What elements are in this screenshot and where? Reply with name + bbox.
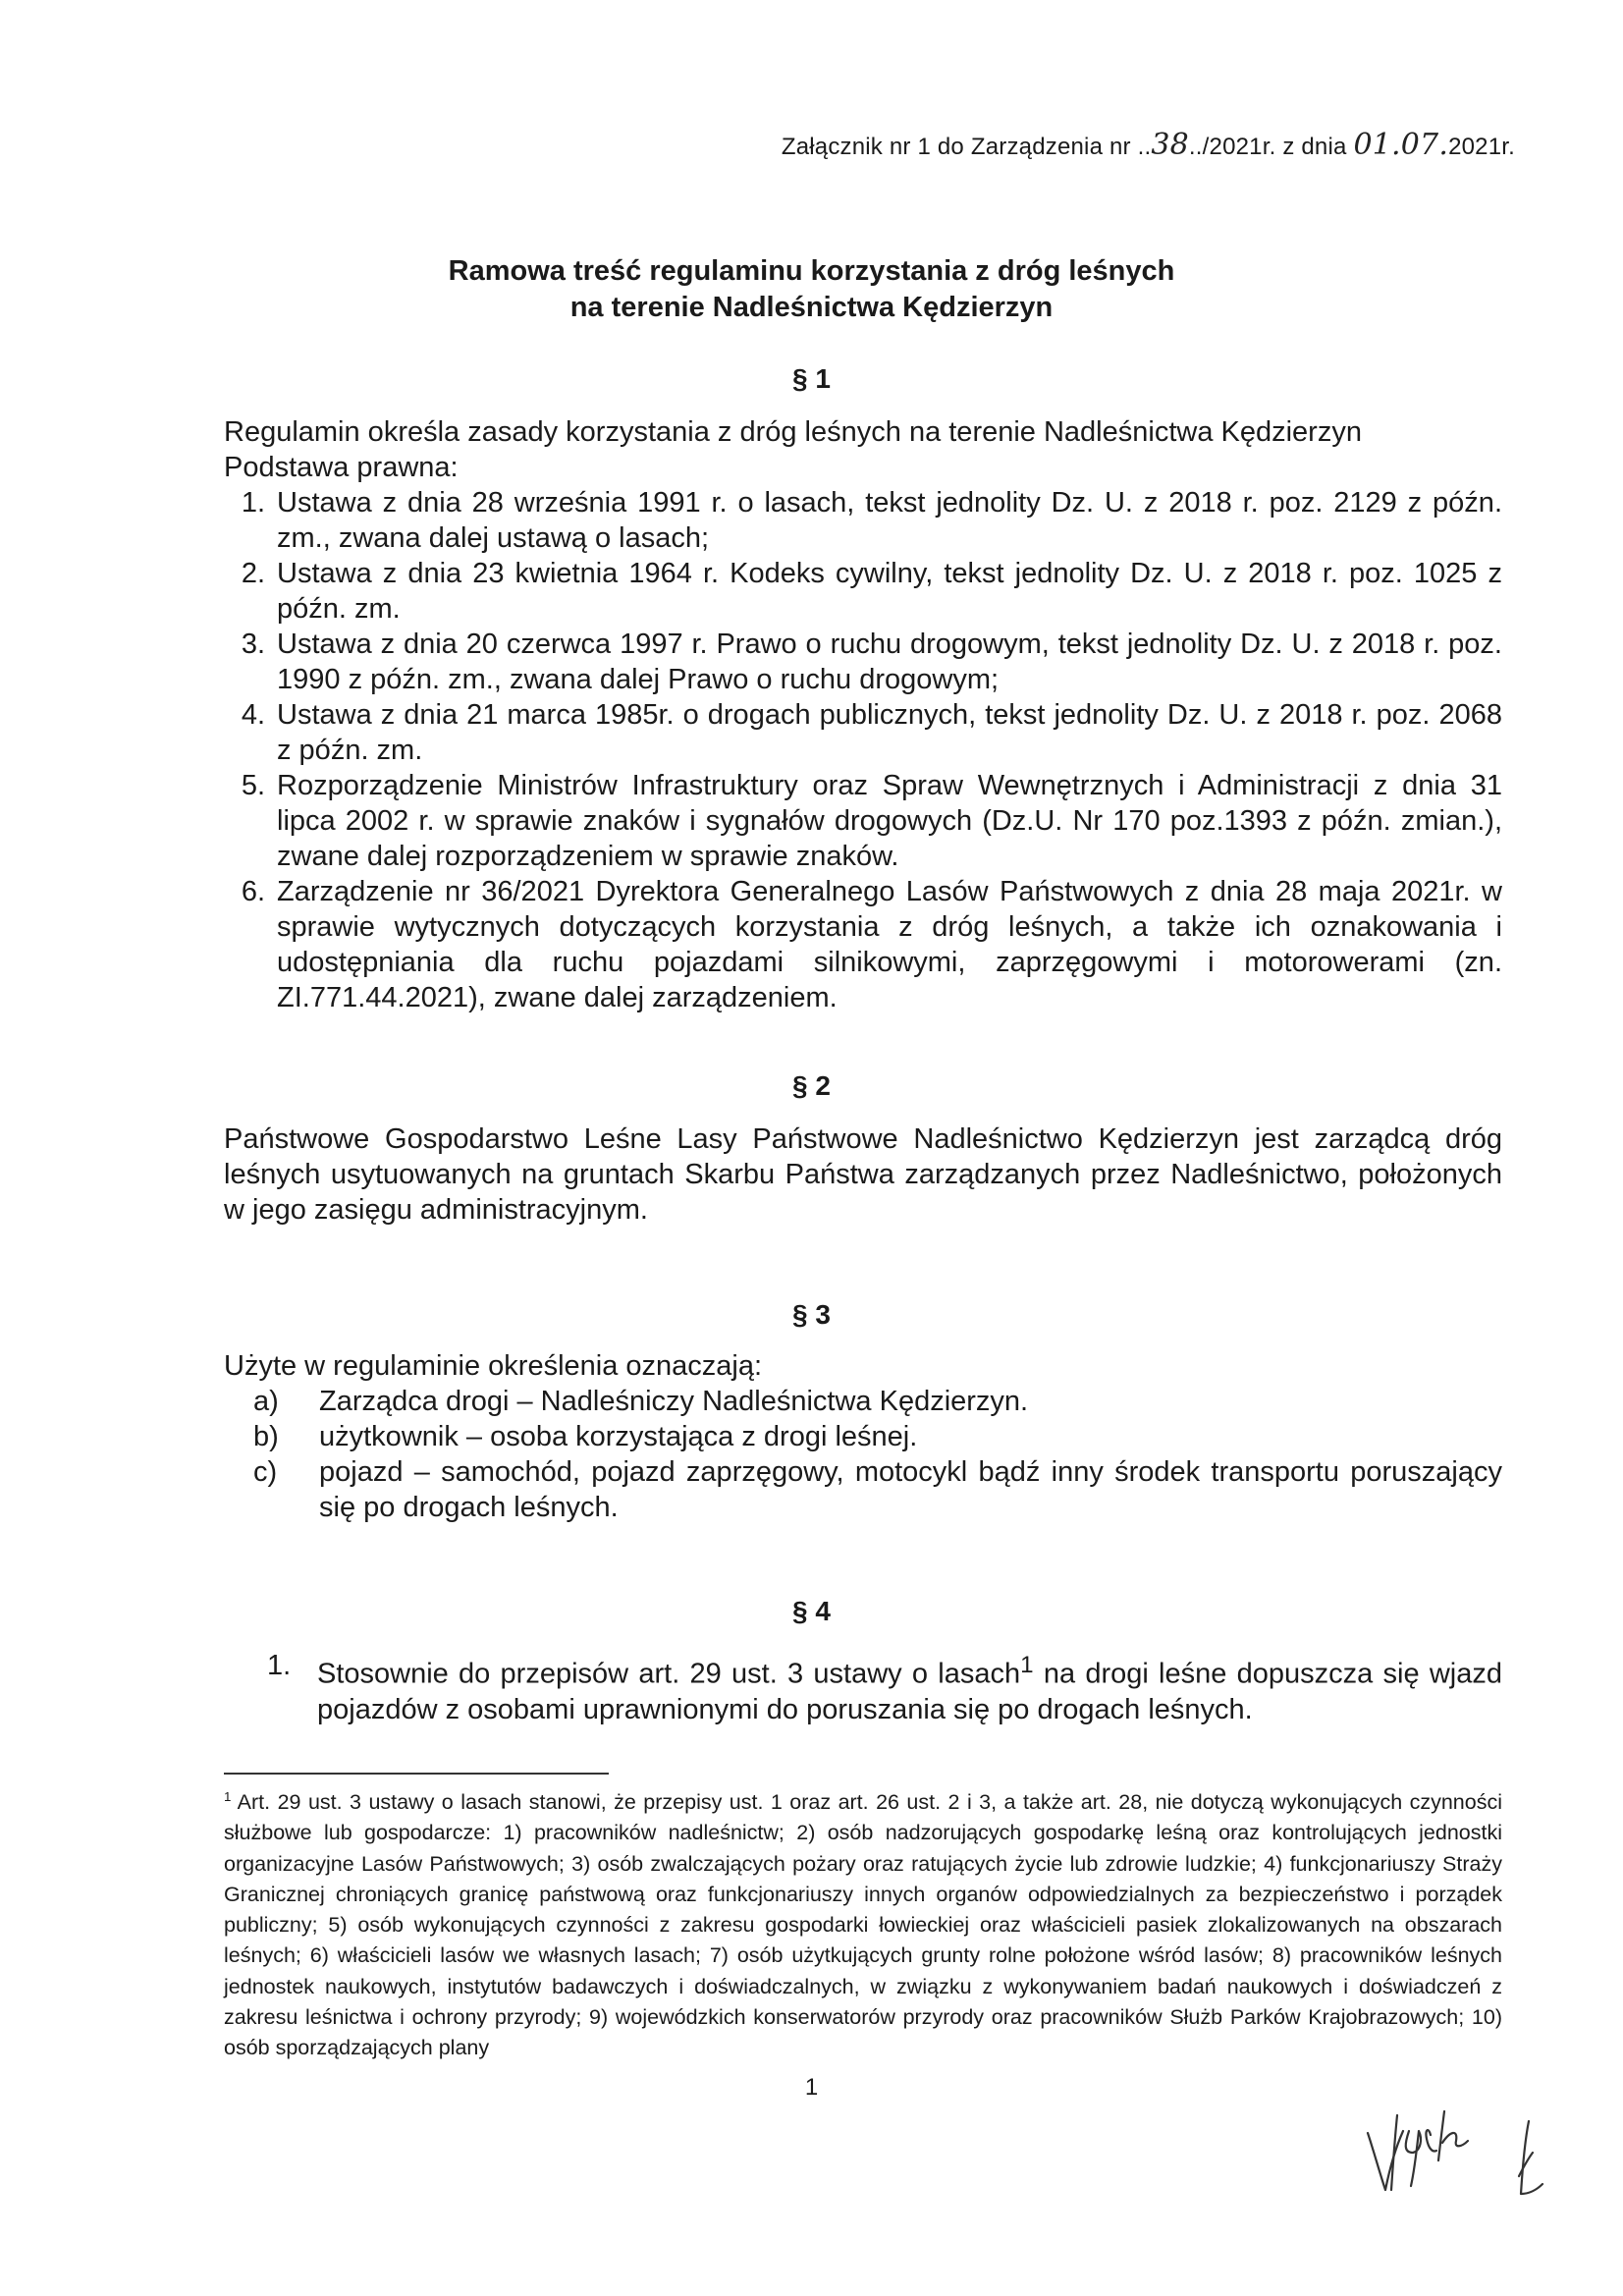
- section-3-heading: § 3: [792, 1299, 831, 1330]
- handwritten-date: 01.07.: [1353, 128, 1449, 162]
- item-text: Ustawa z dnia 20 czerwca 1997 r. Prawo o ruchu drogowym, tekst jednolity Dz. U. z 2018 r. poz. 1990 z późn. zm., zwana dalej Prawo o ruchu drogowym;: [277, 629, 1502, 695]
- item-text-before: Stosownie do przepisów art. 29 ust. 3 ustawy o lasach: [317, 1658, 1021, 1690]
- section-4-item-1: [224, 1648, 1502, 1727]
- section-1-intro-block: [224, 414, 1502, 485]
- item-number: 1.: [267, 1650, 292, 1681]
- legal-basis-item: [224, 485, 1502, 556]
- footnote-separator: [224, 1773, 609, 1775]
- item-number: 1.: [241, 487, 265, 519]
- item-letter: b): [253, 1421, 279, 1452]
- definitions-list: [226, 1384, 1502, 1525]
- legal-basis-item: [224, 556, 1502, 627]
- title-line-2: na terenie Nadleśnictwa Kędzierzyn: [569, 292, 1054, 323]
- definition-item: [226, 1419, 1502, 1454]
- page-number: 1: [804, 2074, 819, 2101]
- item-number: 6.: [241, 876, 265, 907]
- legal-basis-item: [224, 768, 1502, 874]
- item-text: Ustawa z dnia 28 września 1991 r. o lasach, tekst jednolity Dz. U. z 2018 r. poz. 2129 z późn. zm., zwana dalej ustawą o lasach;: [277, 487, 1502, 554]
- item-text: pojazd – samochód, pojazd zaprzęgowy, motocykl bądź inny środek transportu poruszający się po drogach leśnych.: [319, 1456, 1502, 1523]
- definition-item: [226, 1454, 1502, 1525]
- header-middle: ../2021r. z dnia: [1188, 134, 1354, 160]
- item-text: Rozporządzenie Ministrów Infrastruktury oraz Spraw Wewnętrznych i Administracji z dnia 31 lipca 2002 r. w sprawie znaków i sygnałów drogowych (Dz.U. Nr 170 poz.1393 z późn. zmian.), zwane dalej rozporządzeniem w sprawie znaków.: [277, 770, 1502, 872]
- legal-basis-item: [224, 697, 1502, 768]
- item-text: użytkownik – osoba korzystająca z drogi leśnej.: [319, 1421, 918, 1452]
- section-2-heading: § 2: [792, 1070, 831, 1101]
- item-text: Ustawa z dnia 21 marca 1985r. o drogach publicznych, tekst jednolity Dz. U. z 2018 r. poz. 2068 z późn. zm.: [277, 699, 1502, 766]
- section-1-intro: Regulamin określa zasady korzystania z dróg leśnych na terenie Nadleśnictwa Kędzierzyn: [224, 416, 1362, 448]
- item-number: 3.: [241, 629, 265, 660]
- footnote-text: Art. 29 ust. 3 ustawy o lasach stanowi, że przepisy ust. 1 oraz art. 26 ust. 2 i 3, a także art. 28, nie dotyczą wykonujących czynności służbowe lub gospodarcze: 1) pracowników nadleśnictw; 2) osób nadzorujących gospodarkę leśną oraz kontrolujących jednostki organizacyjne Lasów Państwowych; 3) osób zwalczających pożary oraz ratujących życie lub zdrowie ludzkie; 4) funkcjonariuszy Straży Granicznej chroniących granicę państwową oraz funkcjonariuszy innych organów odpowiedzialnych za bezpieczeństwo i porządek publiczny; 5) osób wykonujących czynności z zakresu gospodarki łowieckiej oraz właścicieli pasiek zlokalizowanych na obszarach leśnych; 6) właścicieli lasów we własnych lasach; 7) osób użytkujących grunty rolne położone wśród lasów; 8) pracowników leśnych jednostek naukowych, instytutów badawczych i doświadczalnych, w związku z wykonywaniem badań naukowych i doświadczeń z zakresu leśnictwa i ochrony przyrody; 9) wojewódzkich konserwatorów przyrody oraz pracowników Służb Parków Krajobrazowych; 10) osób sporządzających plany: [224, 1790, 1502, 2060]
- attachment-header: [782, 128, 1515, 162]
- signature-image: [1360, 2092, 1596, 2219]
- footnote-mark: 1: [224, 1788, 232, 1804]
- item-text: [317, 1648, 1502, 1727]
- section-4-heading: § 4: [792, 1596, 831, 1626]
- handwritten-order-number: 38: [1151, 128, 1189, 162]
- item-text: Zarządzenie nr 36/2021 Dyrektora Generalnego Lasów Państwowych z dnia 28 maja 2021r. w sprawie wytycznych dotyczących korzystania z dróg leśnych, a także ich oznakowania i udostępniania dla ruchu pojazdami silnikowymi, zaprzęgowymi i motorowerami (zn. ZI.771.44.2021), zwane dalej zarządzeniem.: [277, 876, 1502, 1013]
- footnote: [224, 1787, 1502, 2064]
- legal-basis-item: [224, 627, 1502, 697]
- item-letter: a): [253, 1386, 279, 1417]
- legal-basis-list: [224, 485, 1502, 1015]
- title-line-1: Ramowa treść regulaminu korzystania z dróg leśnych: [448, 255, 1175, 287]
- header-prefix: Załącznik nr 1 do Zarządzenia nr ..: [781, 134, 1152, 160]
- item-number: 4.: [241, 699, 265, 731]
- document-title: [0, 253, 1623, 326]
- legal-basis-item: [224, 874, 1502, 1015]
- legal-basis-label: Podstawa prawna:: [224, 452, 459, 483]
- item-letter: c): [253, 1456, 278, 1488]
- item-number: 2.: [241, 558, 265, 589]
- section-1-heading: § 1: [792, 363, 831, 394]
- footnote-reference[interactable]: 1: [1020, 1652, 1034, 1678]
- header-suffix: 2021r.: [1448, 134, 1515, 160]
- item-text-after: na drogi leśne dopuszcza się wjazd pojazdów z osobami uprawnionymi do poruszania się po drogach leśnych.: [317, 1658, 1502, 1725]
- definition-item: [226, 1384, 1502, 1419]
- section-3-intro: Użyte w regulaminie określenia oznaczają:: [224, 1350, 763, 1382]
- item-text: Zarządca drogi – Nadleśniczy Nadleśnictwa Kędzierzyn.: [319, 1386, 1029, 1417]
- item-text: Ustawa z dnia 23 kwietnia 1964 r. Kodeks cywilny, tekst jednolity Dz. U. z 2018 r. poz. 1025 z późn. zm.: [277, 558, 1502, 625]
- section-2-text: Państwowe Gospodarstwo Leśne Lasy Państwowe Nadleśnictwo Kędzierzyn jest zarządcą dróg leśnych usytuowanych na gruntach Skarbu Państwa zarządzanych przez Nadleśnictwo, położonych w jego zasięgu administracyjnym.: [224, 1123, 1502, 1226]
- item-number: 5.: [241, 770, 265, 801]
